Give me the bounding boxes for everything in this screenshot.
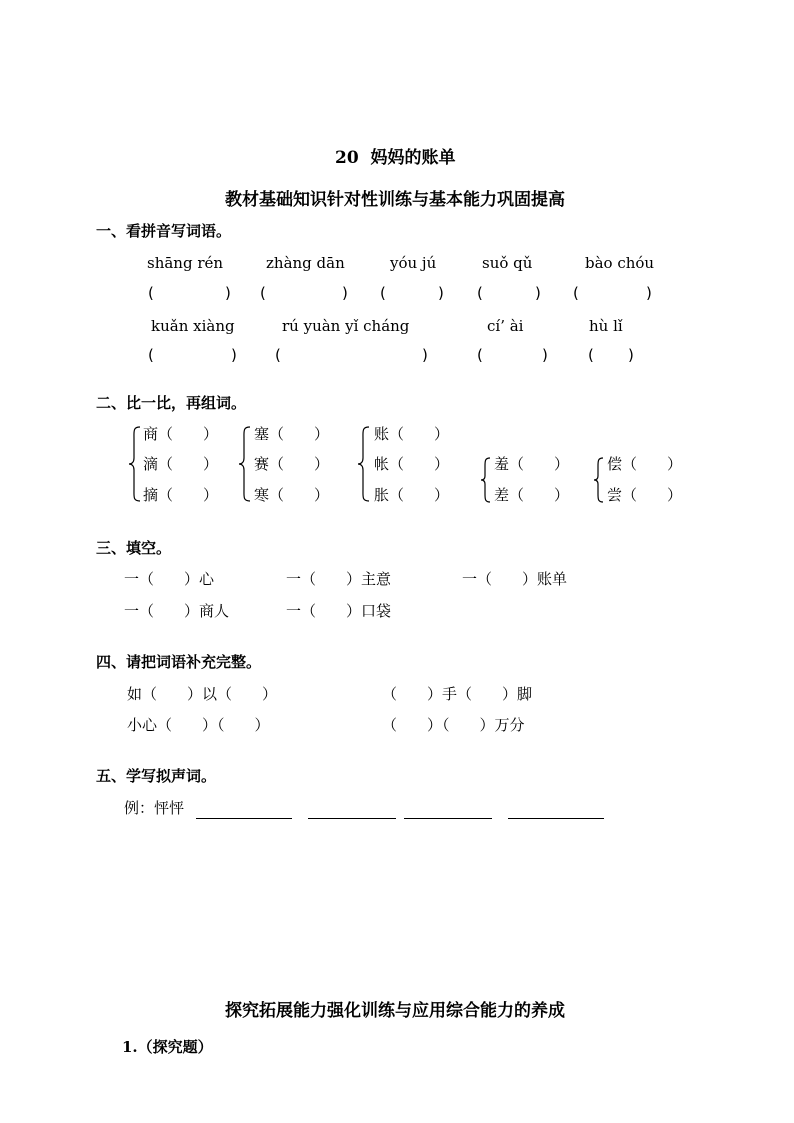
compare-item[interactable]: 赛（ ） [254, 455, 330, 473]
answer-paren[interactable]: ( [573, 284, 579, 302]
pinyin-item: kuǎn xiàng [151, 317, 235, 335]
answer-blank[interactable] [196, 818, 292, 819]
pinyin-item: suǒ qǔ [482, 254, 533, 272]
section-3-heading: 三、填空。 [96, 539, 172, 557]
answer-paren[interactable]: ( [588, 346, 594, 364]
lesson-title: 20 妈妈的账单 [335, 148, 456, 168]
answer-paren[interactable]: ) [542, 346, 548, 364]
compare-item[interactable]: 羞（ ） [494, 455, 570, 473]
pinyin-item: bào chóu [585, 254, 655, 272]
compare-item[interactable]: 商（ ） [143, 425, 219, 443]
fill-item[interactable]: 一（ ）主意 [286, 570, 392, 588]
idiom-item[interactable]: 小心（ ）（ ） [127, 716, 270, 734]
section-5-heading: 五、学写拟声词。 [96, 767, 217, 785]
answer-blank[interactable] [404, 818, 492, 819]
compare-item[interactable]: 寒（ ） [254, 486, 330, 504]
pinyin-item: cí’ ài [487, 317, 524, 335]
answer-paren[interactable]: ( [148, 284, 154, 302]
answer-paren[interactable]: ( [148, 346, 154, 364]
pinyin-item: yóu jú [390, 254, 437, 272]
answer-paren[interactable]: ) [342, 284, 348, 302]
answer-paren[interactable]: ( [275, 346, 281, 364]
answer-paren[interactable]: ) [422, 346, 428, 364]
pinyin-item: hù lǐ [589, 317, 623, 335]
pinyin-item: shāng rén [147, 254, 224, 272]
compare-item[interactable]: 帐（ ） [374, 455, 450, 473]
answer-paren[interactable]: ( [477, 284, 483, 302]
idiom-item[interactable]: （ ）（ ）万分 [382, 716, 525, 734]
compare-item[interactable]: 滴（ ） [143, 455, 219, 473]
part1-title: 教材基础知识针对性训练与基本能力巩固提高 [225, 190, 565, 210]
answer-paren[interactable]: ) [231, 346, 237, 364]
answer-blank[interactable] [508, 818, 604, 819]
compare-item[interactable]: 胀（ ） [374, 486, 450, 504]
answer-blank[interactable] [308, 818, 396, 819]
section-1-heading: 一、看拼音写词语。 [96, 222, 232, 240]
answer-paren[interactable]: ) [225, 284, 231, 302]
idiom-item[interactable]: 如（ ）以（ ） [127, 685, 278, 703]
brace-icon [128, 425, 142, 503]
pinyin-item: zhàng dān [266, 254, 345, 272]
answer-paren[interactable]: ) [628, 346, 634, 364]
compare-item[interactable]: 账（ ） [374, 425, 450, 443]
brace-icon [593, 456, 605, 504]
compare-item[interactable]: 塞（ ） [254, 425, 330, 443]
compare-item[interactable]: 差（ ） [494, 486, 570, 504]
answer-paren[interactable]: ) [535, 284, 541, 302]
answer-paren[interactable]: ( [477, 346, 483, 364]
answer-paren[interactable]: ( [260, 284, 266, 302]
onomatopoeia-example: 例：怦怦 [124, 799, 185, 817]
brace-icon [238, 425, 252, 503]
pinyin-item: rú yuàn yǐ cháng [282, 317, 410, 335]
compare-item[interactable]: 摘（ ） [143, 486, 219, 504]
idiom-item[interactable]: （ ）手（ ）脚 [382, 685, 533, 703]
fill-item[interactable]: 一（ ）账单 [462, 570, 568, 588]
compare-item[interactable]: 尝（ ） [607, 486, 683, 504]
brace-icon [480, 456, 492, 504]
answer-paren[interactable]: ) [646, 284, 652, 302]
question-1-label: 1.（探究题） [122, 1038, 213, 1056]
part2-title: 探究拓展能力强化训练与应用综合能力的养成 [225, 1001, 565, 1021]
fill-item[interactable]: 一（ ）心 [124, 570, 215, 588]
section-2-heading: 二、比一比，再组词。 [96, 394, 247, 412]
answer-paren[interactable]: ( [380, 284, 386, 302]
fill-item[interactable]: 一（ ）商人 [124, 602, 230, 620]
answer-paren[interactable]: ) [438, 284, 444, 302]
brace-icon [357, 425, 371, 503]
compare-item[interactable]: 偿（ ） [607, 455, 683, 473]
section-4-heading: 四、请把词语补充完整。 [96, 653, 262, 671]
fill-item[interactable]: 一（ ）口袋 [286, 602, 392, 620]
